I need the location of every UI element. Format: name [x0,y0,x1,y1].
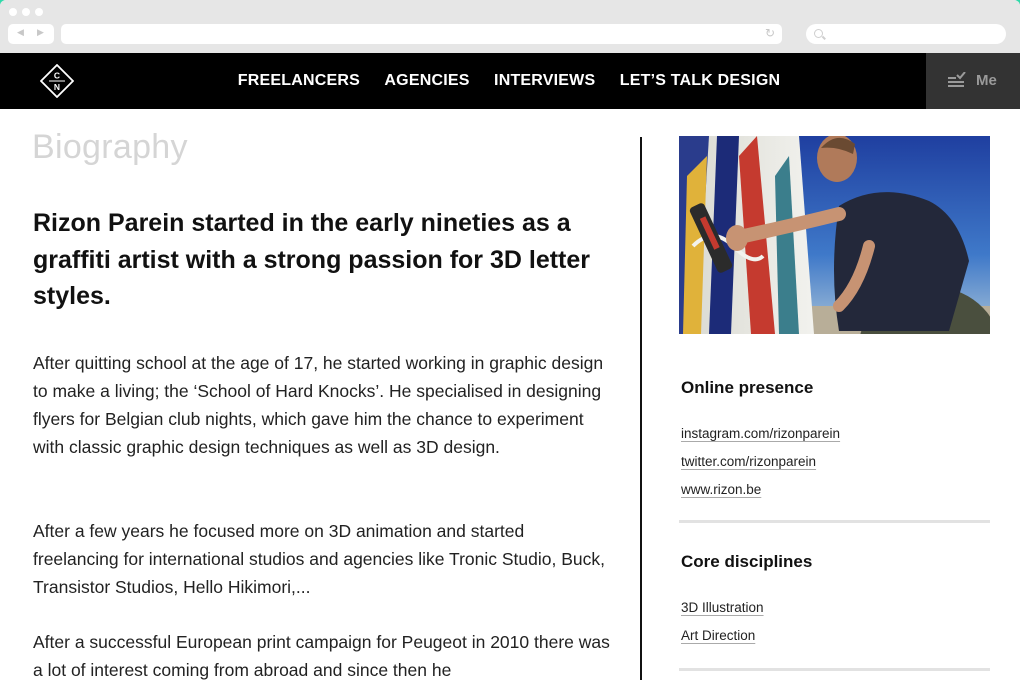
nav-freelancers[interactable]: FREELANCERS [237,72,360,89]
logo-letter-top: C [53,70,61,81]
twitter-link[interactable]: twitter.com/rizonparein [681,454,817,469]
bio-paragraph-2: After a few years he focused more on 3D animation and started freelancing for international studios and agencies like Tronic Studio, Buck, Transistor Studios, Hello Hikimori,... [33,521,605,597]
checklist-icon [948,72,966,88]
discipline-art-direction[interactable]: Art Direction [681,628,756,643]
reload-icon[interactable]: ↻ [764,26,775,40]
bio-paragraph-3: After a successful European print campaign for Peugeot in 2010 there was a lot of interest coming from abroad and since then he [33,632,610,680]
site-logo[interactable] [40,64,74,98]
me-button[interactable] [926,53,1020,109]
column-divider [640,137,642,680]
window-close-dot[interactable] [9,8,17,16]
core-disciplines-heading: Core disciplines [681,552,813,571]
search-icon [814,29,823,38]
website-link[interactable]: www.rizon.be [681,482,762,497]
forward-arrow-icon[interactable]: ▶ [37,28,44,38]
logo-letter-bottom: N [53,82,61,92]
window-maximize-dot[interactable] [35,8,43,16]
sidebar-rule-2 [679,668,990,671]
artist-photo [679,136,990,334]
nav-agencies[interactable]: AGENCIES [384,72,470,89]
back-arrow-icon[interactable]: ◀ [17,28,24,38]
sidebar-rule-1 [679,520,990,523]
page-title: Biography [32,128,188,166]
nav-lets-talk-design[interactable]: LET’S TALK DESIGN [619,72,781,89]
me-label: Me [976,72,997,89]
bio-paragraph-1: After quitting school at the age of 17, he started working in graphic design to make a living; the ‘School of Hard Knocks’. He specialised in designing flyers for Belgian club nights, which gave him the chance to experiment with classic graphic design techniques as well as 3D design. [33,353,604,457]
discipline-3d-illustration[interactable]: 3D Illustration [681,600,764,615]
site-header [0,53,1020,109]
browser-chrome [0,0,1020,53]
browser-search-bar[interactable] [806,24,1006,44]
window-minimize-dot[interactable] [22,8,30,16]
instagram-link[interactable]: instagram.com/rizonparein [681,426,841,441]
nav-interviews[interactable]: INTERVIEWS [494,72,596,89]
history-buttons [8,24,54,44]
lead-paragraph: Rizon Parein started in the early nineties as a graffiti artist with a strong passion for 3D letter styles. [33,209,591,310]
address-bar[interactable] [61,24,782,44]
main-nav [0,53,1020,109]
online-presence-heading: Online presence [681,378,814,397]
